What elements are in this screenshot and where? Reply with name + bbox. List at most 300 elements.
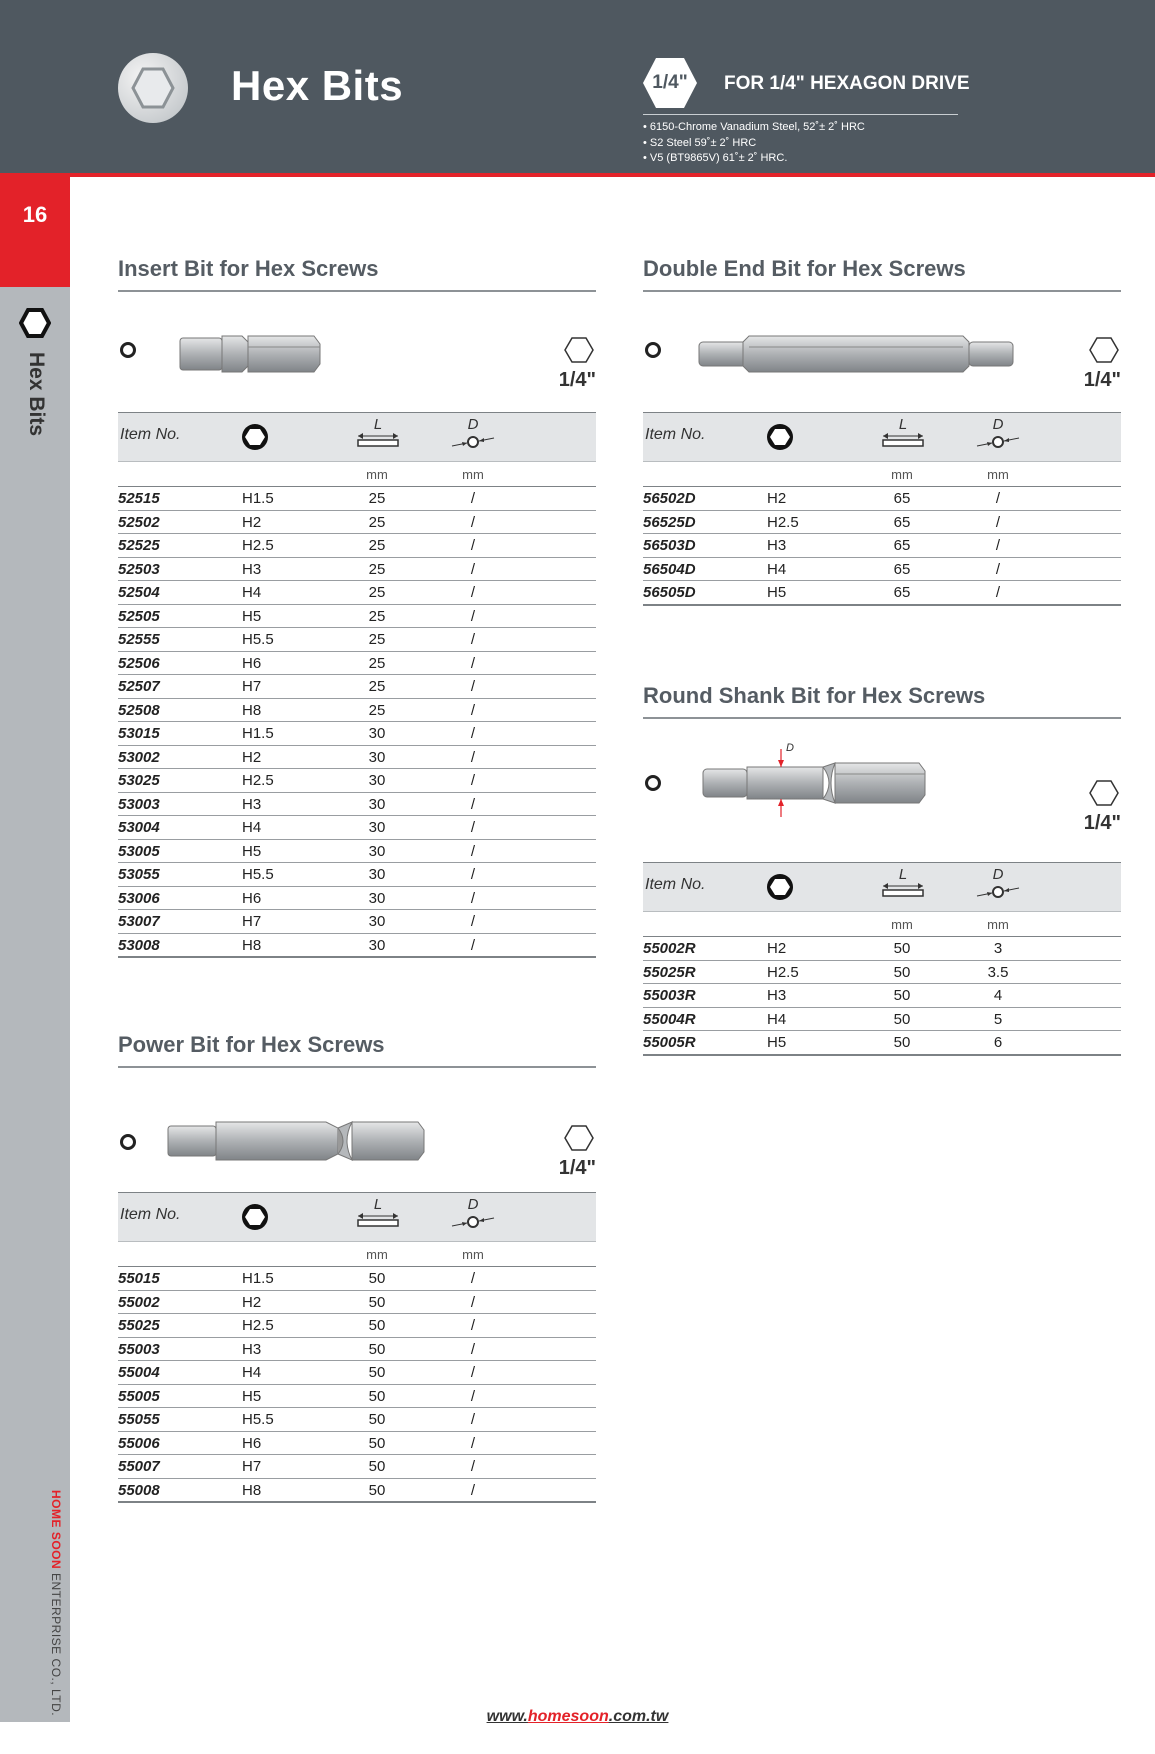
round-shank-bit-table [643,862,1121,1056]
section-title: Round Shank Bit for Hex Screws [643,683,986,708]
length-icon [354,432,402,448]
table-row [118,1361,596,1385]
item-no-cell: 56503D [643,537,696,554]
hex-size-cell: H8 [242,1481,262,1499]
product-image-row [643,292,1121,412]
hex-drive-icon [1089,780,1119,806]
divider [643,114,958,115]
diameter-cell: / [470,490,476,507]
drive-size-label: 1/4" [652,72,688,93]
hex-size-cell: H4 [242,584,262,601]
hex-size-cell: H4 [767,560,787,578]
item-no-cell: 56502D [643,490,696,507]
hex-size-cell: H2.5 [767,513,799,531]
table-body [643,937,1121,1056]
length-letter: L [898,866,908,883]
item-no-cell: 53007 [118,913,160,930]
table-row [643,558,1121,582]
table-row [118,887,596,911]
company-name [49,1490,63,1716]
item-no-cell: 55002R [643,940,696,957]
table-row [118,1455,596,1479]
table-row [118,934,596,959]
table-header [643,862,1121,912]
round-socket-icon [645,775,661,791]
item-no-cell: 55002 [118,1293,160,1311]
table-row [118,699,596,723]
column-length [879,867,927,903]
item-no-cell: 52503 [118,560,160,578]
diameter-cell: 4 [993,987,1003,1004]
item-no-cell: 52507 [118,678,160,695]
hex-size-cell: H3 [242,1340,262,1358]
hex-size-cell: H7 [242,913,262,930]
hex-size-cell: H2 [767,940,787,957]
unit-length: mm [366,467,388,482]
length-letter: L [373,1196,383,1213]
length-cell: 65 [893,560,911,578]
table-row [118,722,596,746]
diameter-cell: / [470,1340,476,1358]
hex-size-cell: H5.5 [242,866,274,883]
length-cell: 50 [368,1270,386,1287]
hex-size-cell: H5 [242,607,262,625]
table-row [118,652,596,676]
column-diameter [448,1197,498,1235]
hex-size-cell: H5 [767,584,787,601]
section-title: Double End Bit for Hex Screws [643,256,966,281]
diameter-cell: / [470,913,476,930]
diameter-cell: / [470,748,476,766]
length-cell: 25 [368,607,386,625]
units-row [643,462,1121,487]
company-suffix: ENTERPRISE CO., LTD. [49,1569,63,1717]
item-no-cell: 52515 [118,490,160,507]
hex-size-cell: H5.5 [242,631,274,648]
double-end-bit-table [643,412,1121,606]
table-body [118,1267,596,1503]
hex-drive-icon [1089,337,1119,363]
item-no-cell: 53055 [118,866,160,883]
hex-size-cell: H3 [767,537,787,554]
header-accent-line [0,173,1155,177]
table-row [118,628,596,652]
dimension-label: D [786,742,794,754]
hex-size-cell: H7 [242,1458,262,1475]
length-cell: 25 [368,678,386,695]
item-no-cell: 53015 [118,725,160,742]
hex-size-cell: H1.5 [242,490,274,507]
item-no-cell: 55006 [118,1434,160,1452]
table-row [118,1408,596,1432]
hex-socket-icon [118,53,188,123]
round-shank-bit-section [643,679,1121,1056]
product-image-row [118,1068,596,1192]
length-cell: 30 [368,889,386,907]
diameter-cell: / [470,1293,476,1311]
length-cell: 65 [893,584,911,601]
spec-line: • 6150-Chrome Vanadium Steel, 52˚± 2˚ HRC [643,121,865,133]
item-no-cell: 56505D [643,584,696,601]
table-row [118,1338,596,1362]
hex-size-cell: H2.5 [767,963,799,981]
hex-size-cell: H5 [767,1034,787,1051]
column-item-no: Item No. [645,426,706,443]
length-cell: 30 [368,913,386,930]
diameter-cell: / [995,584,1001,601]
diameter-cell: / [470,560,476,578]
diameter-cell: / [470,1458,476,1475]
diameter-cell: / [470,1364,476,1381]
diameter-cell: / [470,701,476,719]
table-row [643,534,1121,558]
diameter-cell: / [470,772,476,789]
hex-size-cell: H6 [242,889,262,907]
column-diameter [973,867,1023,905]
power-bit-image [166,1118,436,1164]
length-cell: 50 [893,1034,911,1051]
item-no-cell: 55004 [118,1364,160,1381]
item-no-cell: 55004R [643,1010,696,1028]
column-length [354,417,402,453]
item-no-cell: 55005R [643,1034,696,1051]
table-row [118,793,596,817]
length-cell: 25 [368,654,386,672]
column-item-no: Item No. [120,1206,181,1223]
hex-size-cell: H3 [767,987,787,1004]
sidebar-section-label: Hex Bits [25,352,48,437]
power-bit-table [118,1192,596,1503]
item-no-cell: 55025R [643,963,696,981]
item-no-cell: 53005 [118,842,160,860]
section-title: Insert Bit for Hex Screws [118,256,379,281]
company-brand: HOME SOON [49,1490,63,1570]
diameter-cell: / [470,795,476,813]
hex-size-cell: H7 [242,678,262,695]
length-cell: 30 [368,842,386,860]
diameter-cell: / [470,1270,476,1287]
diameter-icon [973,882,1023,900]
item-no-cell: 55025 [118,1317,160,1334]
power-bit-section [118,1028,596,1503]
length-icon [879,882,927,898]
hex-size-icon [239,1202,271,1232]
drive-fraction-label: 1/4" [558,369,596,391]
item-no-cell: 55005 [118,1387,160,1405]
table-row [118,558,596,582]
hex-icon [19,308,51,343]
diameter-cell: / [995,537,1001,554]
diameter-icon [448,432,498,450]
diameter-cell: / [470,631,476,648]
units-row [118,462,596,487]
hex-size-cell: H2 [242,748,262,766]
length-cell: 30 [368,772,386,789]
hex-size-cell: H2.5 [242,772,274,789]
item-no-cell: 52506 [118,654,160,672]
table-row [643,1008,1121,1032]
table-header [118,412,596,462]
length-cell: 50 [368,1411,386,1428]
diameter-cell: / [470,607,476,625]
hex-size-cell: H2 [767,490,787,507]
spec-line: • S2 Steel 59˚± 2˚ HRC [643,136,757,149]
drive-size-badge [642,57,698,109]
material-specs [643,120,865,167]
diameter-cell: / [470,819,476,836]
url-prefix: www. [486,1708,528,1725]
diameter-cell: / [470,537,476,554]
round-socket-icon [120,1134,136,1150]
hex-size-cell: H2 [242,1293,262,1311]
column-item-no: Item No. [645,876,706,893]
item-no-cell: 55015 [118,1270,160,1287]
table-row [643,1031,1121,1056]
column-item-no: Item No. [120,426,181,443]
diameter-letter: D [467,416,479,433]
table-row [118,511,596,535]
length-cell: 50 [368,1434,386,1452]
table-row [118,1479,596,1504]
length-cell: 50 [368,1293,386,1311]
table-row [118,1385,596,1409]
table-row [118,816,596,840]
table-row [118,746,596,770]
diameter-letter: D [992,866,1004,883]
diameter-cell: / [470,1481,476,1499]
table-header [118,1192,596,1242]
item-no-cell: 52508 [118,701,160,719]
round-shank-bit-image [701,745,951,821]
hex-size-cell: H5 [242,1387,262,1405]
units-row [643,912,1121,937]
hex-size-icon [239,422,271,452]
length-cell: 50 [893,940,911,957]
table-body [118,487,596,958]
length-cell: 25 [368,513,386,531]
unit-diameter: mm [987,917,1009,932]
diameter-cell: / [470,513,476,531]
hex-size-cell: H1.5 [242,725,274,742]
table-body [643,487,1121,606]
item-no-cell: 52555 [118,631,160,648]
unit-length: mm [891,467,913,482]
drive-fraction-label: 1/4" [558,1157,596,1179]
length-cell: 50 [368,1340,386,1358]
hex-drive-icon [564,337,594,363]
unit-diameter: mm [462,1247,484,1262]
table-row [118,1291,596,1315]
diameter-cell: / [995,560,1001,578]
length-cell: 50 [368,1458,386,1475]
diameter-cell: / [470,654,476,672]
table-row [118,1314,596,1338]
length-cell: 25 [368,560,386,578]
insert-bit-image [178,332,438,376]
url-suffix: .com.tw [608,1708,669,1725]
length-cell: 30 [368,795,386,813]
hex-size-cell: H3 [242,560,262,578]
length-cell: 50 [893,1010,911,1028]
table-row [118,840,596,864]
length-cell: 50 [368,1364,386,1381]
item-no-cell: 53008 [118,936,160,954]
item-no-cell: 52525 [118,537,160,554]
diameter-cell: / [470,1434,476,1452]
item-no-cell: 52502 [118,513,160,531]
table-row [643,937,1121,961]
product-image-row [118,292,596,412]
spec-line: • V5 (BT9865V) 61˚± 2˚ HRC. [643,152,788,164]
item-no-cell: 53004 [118,819,160,836]
table-row [118,534,596,558]
item-no-cell: 56504D [643,560,696,578]
length-cell: 30 [368,866,386,883]
length-cell: 30 [368,725,386,742]
table-row [118,863,596,887]
table-row [118,581,596,605]
hex-size-cell: H4 [242,819,262,836]
item-no-cell: 52505 [118,607,160,625]
item-no-cell: 55003 [118,1340,160,1358]
column-length [354,1197,402,1233]
table-row [643,581,1121,606]
item-no-cell: 53003 [118,795,160,813]
length-cell: 25 [368,631,386,648]
url-brand: homesoon [527,1708,609,1725]
item-no-cell: 56525D [643,513,696,531]
unit-length: mm [891,917,913,932]
hex-size-cell: H1.5 [242,1270,274,1287]
units-row [118,1242,596,1267]
item-no-cell: 53002 [118,748,160,766]
length-cell: 50 [368,1387,386,1405]
diameter-cell: 5 [993,1010,1003,1028]
item-no-cell: 52504 [118,584,160,601]
diameter-cell: / [470,842,476,860]
drive-fraction-label: 1/4" [1083,369,1121,391]
hex-size-icon [764,872,796,902]
page-title: Hex Bits [231,62,404,109]
length-icon [354,1212,402,1228]
length-cell: 50 [368,1317,386,1334]
table-row [643,961,1121,985]
diameter-cell: / [470,936,476,954]
length-cell: 25 [368,584,386,601]
table-row [643,487,1121,511]
hex-size-cell: H2 [242,513,262,531]
table-header [643,412,1121,462]
diameter-icon [448,1212,498,1230]
table-row [643,511,1121,535]
table-row [118,910,596,934]
hex-size-cell: H3 [242,795,262,813]
item-no-cell: 55003R [643,987,696,1004]
hex-size-cell: H4 [767,1010,787,1028]
item-no-cell: 53025 [118,772,160,789]
length-letter: L [373,416,383,433]
unit-diameter: mm [987,467,1009,482]
drive-fraction-label: 1/4" [1083,812,1121,834]
diameter-cell: / [470,1411,476,1428]
diameter-cell: 6 [993,1034,1003,1051]
round-socket-icon [120,342,136,358]
table-row [118,675,596,699]
length-cell: 65 [893,513,911,531]
column-diameter [973,417,1023,455]
hex-drive-icon [564,1125,594,1151]
length-cell: 25 [368,490,386,507]
diameter-cell: / [470,678,476,695]
round-socket-icon [645,342,661,358]
hex-size-cell: H4 [242,1364,262,1381]
hex-size-cell: H2.5 [242,537,274,554]
length-cell: 30 [368,819,386,836]
hex-size-cell: H2.5 [242,1317,274,1334]
diameter-cell: / [470,866,476,883]
table-row [643,984,1121,1008]
length-cell: 65 [893,537,911,554]
diameter-cell: / [470,584,476,601]
diameter-cell: / [995,513,1001,531]
item-no-cell: 55008 [118,1481,160,1499]
double-end-bit-image [697,332,1027,376]
page-number: 16 [0,177,70,287]
hex-size-cell: H8 [242,701,262,719]
table-row [118,769,596,793]
page-header [0,0,1155,173]
length-cell: 25 [368,701,386,719]
length-cell: 50 [368,1481,386,1499]
table-row [118,1267,596,1291]
length-cell: 25 [368,537,386,554]
length-cell: 50 [893,963,911,981]
diameter-icon [973,432,1023,450]
item-no-cell: 55007 [118,1458,160,1475]
length-letter: L [898,416,908,433]
table-row [118,605,596,629]
length-icon [879,432,927,448]
double-end-bit-section [643,252,1121,606]
item-no-cell: 53006 [118,889,160,907]
diameter-cell: / [470,725,476,742]
hex-size-cell: H6 [242,654,262,672]
diameter-letter: D [992,416,1004,433]
diameter-cell: 3 [993,940,1003,957]
hex-size-cell: H6 [242,1434,262,1452]
length-cell: 30 [368,936,386,954]
drive-title: FOR 1/4" HEXAGON DRIVE [724,73,970,94]
diameter-cell: / [470,1317,476,1334]
unit-length: mm [366,1247,388,1262]
website-url[interactable] [0,1708,1155,1726]
table-row [118,1432,596,1456]
insert-bit-table [118,412,596,958]
length-cell: 30 [368,748,386,766]
unit-diameter: mm [462,467,484,482]
column-length [879,417,927,453]
diameter-cell: / [470,889,476,907]
table-row [118,487,596,511]
section-title: Power Bit for Hex Screws [118,1032,385,1057]
column-diameter [448,417,498,455]
insert-bit-section [118,252,596,958]
hex-size-cell: H5.5 [242,1411,274,1428]
hex-size-icon [764,422,796,452]
diameter-letter: D [467,1196,479,1213]
diameter-cell: 3.5 [987,963,1009,981]
product-image-row [643,719,1121,862]
